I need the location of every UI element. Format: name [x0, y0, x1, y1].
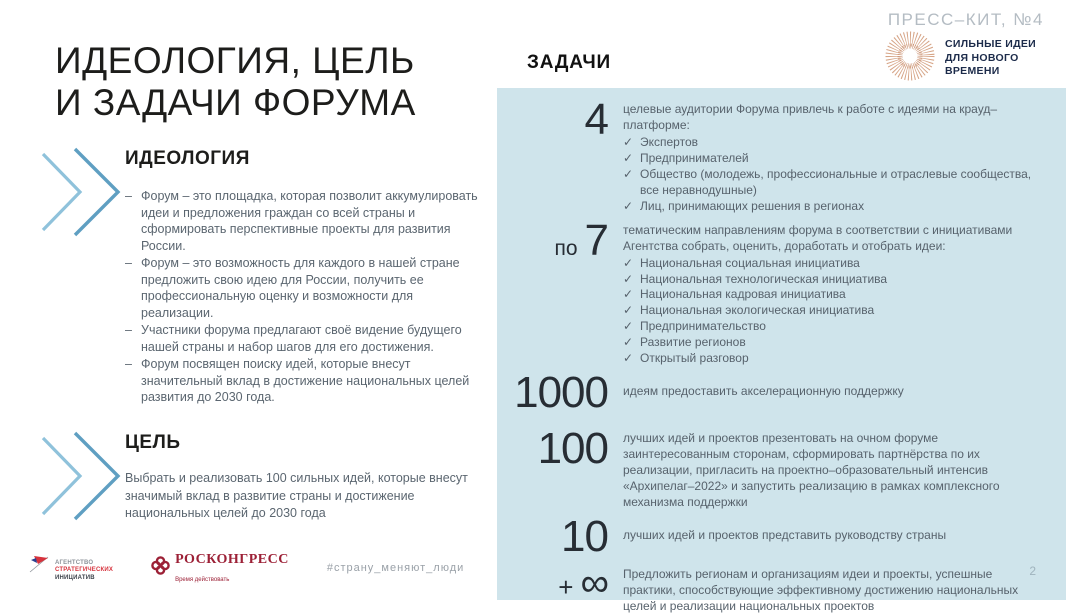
footer-logos: [28, 550, 464, 586]
task-number-value: 4: [584, 95, 608, 144]
press-kit-label: ПРЕСС–КИТ, №4: [887, 10, 1044, 29]
list-item: [125, 356, 480, 406]
dash-marker: –: [125, 256, 132, 270]
checklist-text: Предпринимательство: [640, 319, 766, 334]
bullet-text: Участники форума предлагают своё видение будущего нашей страны и набор шагов для его достижения.: [141, 323, 462, 354]
task-number: [505, 95, 623, 144]
roscongress-knot-icon: [151, 556, 170, 580]
task-number-prefix: +: [558, 572, 574, 603]
list-item: [125, 322, 480, 355]
checklist-item: [623, 287, 1040, 303]
brand-logo: [884, 30, 1044, 87]
roscongress-tagline: Время действовать: [175, 577, 230, 583]
task-number: [505, 424, 623, 474]
asi-logo: [28, 554, 113, 583]
task-text: Предложить регионам и организациям идеи и проекты, успешные практики, способствующие эффективному достижению национальных целей и реализации национальных проектов: [623, 567, 1019, 613]
hashtag-label: #страну_меняют_люди: [326, 562, 465, 574]
checklist-item: [623, 199, 1040, 215]
checklist-text: Открытый разговор: [640, 351, 749, 366]
task-row-infinity: [505, 561, 1040, 615]
double-chevron-icon: [40, 144, 122, 245]
task-checklist: [623, 135, 1040, 215]
page-title: [55, 40, 485, 124]
infinity-icon: ∞: [580, 561, 608, 606]
section-ideology: [40, 140, 485, 407]
checklist-item: [623, 167, 1040, 199]
dash-marker: –: [125, 323, 132, 337]
check-icon: ✓: [623, 255, 634, 270]
page-number: 2: [1029, 564, 1036, 578]
goal-text: Выбрать и реализовать 100 сильных идей, которые внесут значимый вклад в развитие страны и достижение национальных целей до 2030 года: [125, 471, 468, 520]
check-icon: ✓: [623, 134, 634, 149]
asi-flag-icon: [28, 554, 52, 579]
task-row-best-100: [505, 424, 1040, 511]
checklist-text: Национальная кадровая инициатива: [640, 287, 846, 302]
task-number: [505, 368, 623, 418]
ideology-bullet-list: [125, 188, 480, 406]
check-icon: ✓: [623, 287, 634, 302]
goal-heading: ЦЕЛЬ: [125, 432, 181, 453]
checklist-item: [623, 303, 1040, 319]
sunburst-icon: [884, 30, 936, 87]
checklist-item: [623, 319, 1040, 335]
check-icon: ✓: [623, 166, 634, 181]
task-row-best-10: [505, 512, 1040, 562]
list-item: [125, 255, 480, 321]
checklist-text: Общество (молодежь, профессиональные и отраслевые сообщества, все неравнодушные): [640, 166, 1032, 197]
task-number-value: 7: [584, 215, 608, 265]
bullet-text: Форум – это площадка, которая позволит аккумулировать идеи и предложения граждан со всей страны и сформировать перспективные проекты для развития России.: [141, 189, 478, 253]
task-number-value: 100: [537, 424, 608, 474]
task-text: тематическим направлениям форума в соответствии с инициативами Агентства собрать, оценить, доработать и отобрать идеи:: [623, 222, 1013, 253]
task-number-prefix: по: [554, 236, 578, 260]
task-number: [505, 561, 623, 606]
task-number: [505, 215, 623, 265]
checklist-text: Предпринимателей: [640, 150, 749, 165]
bullet-text: Форум – это возможность для каждого в нашей стране предложить свою идею для России, получить ее профессиональную оценку и возможности для реализации.: [141, 256, 460, 320]
asi-line-1: АГЕНТСТВО: [55, 559, 94, 566]
section-goal: [40, 424, 485, 523]
checklist-text: Национальная технологическая инициатива: [640, 271, 888, 286]
asi-line-3: ИНИЦИАТИВ: [55, 574, 95, 581]
task-text: целевые аудитории Форума привлечь к работе с идеями на крауд–платформе:: [623, 102, 997, 132]
check-icon: ✓: [623, 150, 634, 165]
check-icon: ✓: [623, 303, 634, 318]
task-number: [505, 512, 623, 562]
checklist-text: Лиц, принимающих решения в регионах: [640, 198, 865, 213]
check-icon: ✓: [623, 319, 634, 334]
checklist-item: [623, 135, 1040, 151]
task-number-value: 1000: [514, 368, 608, 418]
checklist-item: [623, 151, 1040, 167]
dash-marker: –: [125, 189, 132, 203]
asi-logo-text: [55, 560, 113, 583]
task-checklist: [623, 256, 1040, 368]
checklist-text: Развитие регионов: [640, 335, 746, 350]
checklist-text: Национальная социальная инициатива: [640, 255, 860, 270]
bullet-text: Форум посвящен поиску идей, которые внесут значительный вклад в достижение национальных целей развития до 2030 года.: [141, 357, 470, 404]
page-title-line-1: ИДЕОЛОГИЯ, ЦЕЛЬ: [55, 40, 415, 81]
roscongress-name: РОСКОНГРЕСС: [175, 552, 289, 567]
page-title-line-2: И ЗАДАЧИ ФОРУМА: [55, 81, 416, 123]
tasks-panel: [497, 88, 1066, 613]
task-row-directions: [505, 215, 1040, 368]
checklist-text: Национальная экологическая инициатива: [640, 303, 875, 318]
brand-line-3: ВРЕМЕНИ: [945, 65, 1000, 78]
task-row-audiences: [505, 95, 1040, 215]
task-row-acceleration: [505, 368, 1040, 418]
list-item: [125, 188, 480, 254]
task-text: лучших идей и проектов представить руководству страны: [623, 528, 947, 543]
checklist-item: [623, 335, 1040, 351]
checklist-item: [623, 256, 1040, 272]
brand-line-2: ДЛЯ НОВОГО: [945, 51, 1019, 64]
roscongress-text: [175, 550, 289, 586]
double-chevron-icon: [40, 428, 122, 529]
asi-line-2: СТРАТЕГИЧЕСКИХ: [55, 567, 114, 574]
brand-text: [945, 38, 1036, 79]
checklist-item: [623, 351, 1040, 367]
roscongress-logo: [151, 550, 289, 586]
check-icon: ✓: [623, 335, 634, 350]
task-text: лучших идей и проектов презентовать на очном форуме заинтересованным сторонам, сформировать партнёрства по их реализации, пригласить на проектно–образовательный интенсив «Архипелаг–2022» и запустить реализацию в рамках комплексного механизма поддержки: [623, 431, 1000, 510]
task-number-value: 10: [561, 512, 608, 562]
dash-marker: –: [125, 357, 132, 371]
checklist-item: [623, 272, 1040, 288]
check-icon: ✓: [623, 198, 634, 213]
checklist-text: Экспертов: [640, 134, 699, 149]
ideology-heading: ИДЕОЛОГИЯ: [125, 148, 250, 169]
check-icon: ✓: [623, 351, 634, 366]
task-text: идеям предоставить акселерационную поддержку: [623, 384, 904, 399]
check-icon: ✓: [623, 271, 634, 286]
tasks-heading: ЗАДАЧИ: [527, 52, 611, 73]
brand-line-1: СИЛЬНЫЕ ИДЕИ: [945, 38, 1037, 51]
